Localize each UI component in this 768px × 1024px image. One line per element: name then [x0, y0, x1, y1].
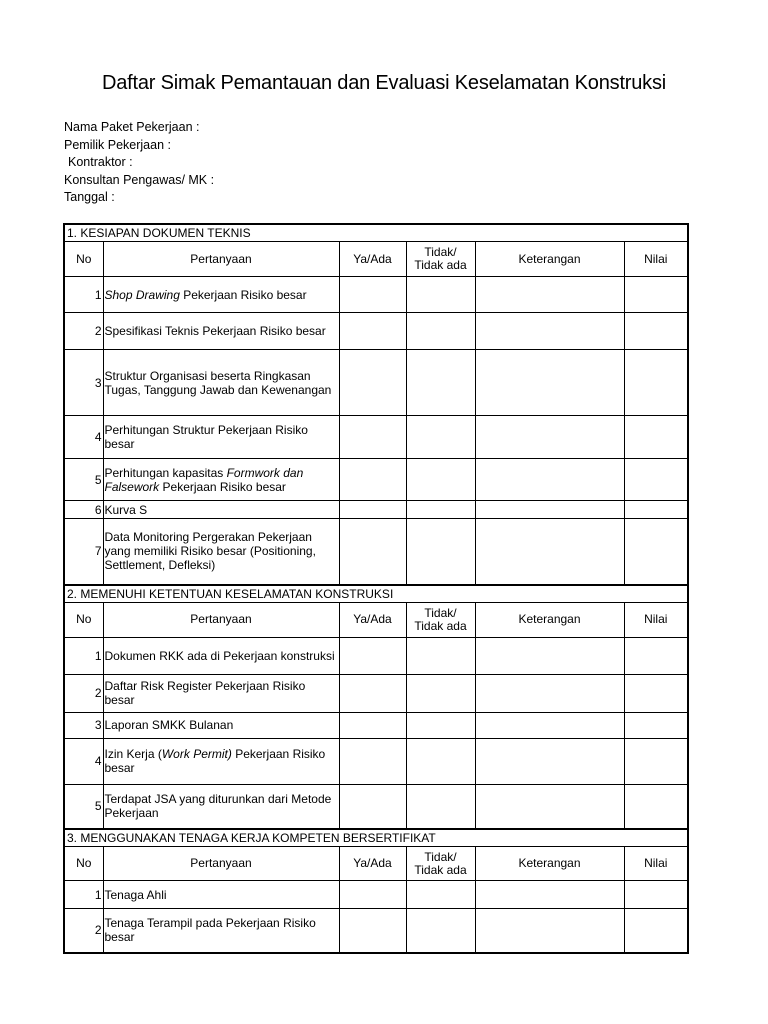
ya-ada-cell[interactable]	[339, 459, 406, 501]
question-text-part: Tenaga Ahli	[104, 887, 167, 902]
table-row	[64, 712, 688, 738]
tidak-ada-cell[interactable]	[406, 350, 475, 416]
nilai-cell[interactable]	[624, 501, 688, 519]
row-number: 1	[64, 277, 103, 313]
keterangan-cell[interactable]	[475, 674, 624, 712]
table-row	[64, 519, 688, 585]
nilai-cell[interactable]	[624, 637, 688, 674]
question-text-part: Pekerjaan Risiko besar	[159, 479, 286, 494]
checklist-table	[63, 223, 689, 954]
row-number: 2	[64, 909, 103, 953]
tidak-ada-cell[interactable]	[406, 881, 475, 909]
section-title-row	[64, 224, 688, 242]
row-number: 7	[64, 519, 103, 585]
tidak-ada-cell[interactable]	[406, 637, 475, 674]
info-pemilik: Pemilik Pekerjaan :	[64, 137, 171, 152]
header-tidak-ada	[406, 602, 475, 637]
ya-ada-cell[interactable]	[339, 738, 406, 784]
row-number: 6	[64, 501, 103, 519]
question-text-part: Dokumen RKK ada di Pekerjaan konstruksi	[104, 648, 335, 663]
info-tanggal: Tanggal :	[64, 190, 115, 204]
table-row	[64, 416, 688, 459]
question-text	[103, 909, 339, 953]
table-row	[64, 881, 688, 909]
header-ya-ada: Ya/Ada	[339, 847, 406, 881]
header-tidak-line1: Tidak/	[424, 245, 457, 259]
question-text-part: Work Permit)	[161, 747, 232, 761]
tidak-ada-cell[interactable]	[406, 416, 475, 459]
question-text-part: Pekerjaan Risiko besar	[104, 747, 326, 775]
row-number: 3	[64, 712, 103, 738]
question-text-part: Terdapat JSA yang diturunkan dari Metode Pekerjaan	[104, 792, 332, 821]
keterangan-cell[interactable]	[475, 738, 624, 784]
project-info	[64, 119, 214, 207]
keterangan-cell[interactable]	[475, 313, 624, 350]
row-number: 3	[64, 350, 103, 416]
header-tidak-line1: Tidak/	[424, 849, 457, 864]
tidak-ada-cell[interactable]	[406, 313, 475, 350]
section-title-row	[64, 829, 688, 847]
table-row	[64, 459, 688, 501]
question-text-part: Spesifikasi Teknis Pekerjaan Risiko besar	[104, 324, 326, 338]
ya-ada-cell[interactable]	[339, 674, 406, 712]
ya-ada-cell[interactable]	[339, 909, 406, 953]
question-text	[103, 313, 339, 350]
info-kontraktor: Kontraktor :	[68, 155, 133, 169]
table-header-row	[64, 242, 688, 277]
table-row	[64, 784, 688, 829]
question-text-part: Perhitungan Struktur Pekerjaan Risiko besar	[104, 423, 308, 451]
table-row	[64, 313, 688, 350]
keterangan-cell[interactable]	[475, 712, 624, 738]
header-tidak-line2: Tidak ada	[414, 258, 467, 272]
tidak-ada-cell[interactable]	[406, 738, 475, 784]
header-no: No	[64, 242, 103, 277]
question-text-part: Perhitungan kapasitas	[104, 465, 227, 480]
tidak-ada-cell[interactable]	[406, 674, 475, 712]
question-text	[103, 738, 339, 784]
question-text	[103, 501, 339, 519]
nilai-cell[interactable]	[624, 784, 688, 829]
header-keterangan: Keterangan	[475, 602, 624, 637]
question-text	[103, 637, 339, 674]
row-number: 2	[64, 313, 103, 350]
question-text-part: Laporan SMKK Bulanan	[104, 718, 234, 732]
header-pertanyaan: Pertanyaan	[103, 602, 339, 637]
nilai-cell[interactable]	[624, 313, 688, 350]
row-number: 5	[64, 784, 103, 829]
keterangan-cell[interactable]	[475, 277, 624, 313]
header-no: No	[64, 847, 103, 881]
ya-ada-cell[interactable]	[339, 881, 406, 909]
table-row	[64, 501, 688, 519]
question-text-part: Daftar Risk Register Pekerjaan Risiko besar	[104, 679, 306, 707]
nilai-cell[interactable]	[624, 738, 688, 784]
ya-ada-cell[interactable]	[339, 784, 406, 829]
question-text-part: Struktur Organisasi beserta Ringkasan Tugas, Tanggung Jawab dan Kewenangan	[104, 368, 332, 397]
question-text	[103, 519, 339, 585]
section-title: 2. MEMENUHI KETENTUAN KESELAMATAN KONSTRUKSI	[64, 585, 688, 603]
nilai-cell[interactable]	[624, 712, 688, 738]
keterangan-cell[interactable]	[475, 416, 624, 459]
row-number: 4	[64, 738, 103, 784]
keterangan-cell[interactable]	[475, 784, 624, 829]
table-row	[64, 637, 688, 674]
question-text-part: Tenaga Terampil pada Pekerjaan Risiko besar	[104, 916, 316, 945]
tidak-ada-cell[interactable]	[406, 784, 475, 829]
question-text-part: Data Monitoring Pergerakan Pekerjaan yang memiliki Risiko besar (Positioning, Settlement, Defleksi)	[104, 530, 316, 573]
header-nilai: Nilai	[624, 847, 688, 881]
tidak-ada-cell[interactable]	[406, 501, 475, 519]
nilai-cell[interactable]	[624, 416, 688, 459]
header-nilai: Nilai	[624, 242, 688, 277]
keterangan-cell[interactable]	[475, 501, 624, 519]
keterangan-cell[interactable]	[475, 637, 624, 674]
tidak-ada-cell[interactable]	[406, 277, 475, 313]
table-row	[64, 350, 688, 416]
keterangan-cell[interactable]	[475, 459, 624, 501]
table-row	[64, 738, 688, 784]
question-text	[103, 277, 339, 313]
question-text	[103, 416, 339, 459]
header-tidak-line1: Tidak/	[424, 605, 457, 620]
section-title-row	[64, 585, 688, 603]
question-text	[103, 674, 339, 712]
ya-ada-cell[interactable]	[339, 637, 406, 674]
header-ya-ada: Ya/Ada	[339, 242, 406, 277]
ya-ada-cell[interactable]	[339, 501, 406, 519]
nilai-cell[interactable]	[624, 519, 688, 585]
table-row	[64, 674, 688, 712]
nilai-cell[interactable]	[624, 277, 688, 313]
question-text	[103, 350, 339, 416]
nilai-cell[interactable]	[624, 350, 688, 416]
nilai-cell[interactable]	[624, 909, 688, 953]
question-text	[103, 459, 339, 501]
header-keterangan: Keterangan	[475, 242, 624, 277]
header-keterangan: Keterangan	[475, 847, 624, 881]
tidak-ada-cell[interactable]	[406, 712, 475, 738]
ya-ada-cell[interactable]	[339, 416, 406, 459]
header-ya-ada: Ya/Ada	[339, 602, 406, 637]
table-header-row	[64, 847, 688, 881]
row-number: 5	[64, 459, 103, 501]
section-title: 3. MENGGUNAKAN TENAGA KERJA KOMPETEN BERSERTIFIKAT	[64, 829, 688, 847]
tidak-ada-cell[interactable]	[406, 519, 475, 585]
question-text	[103, 784, 339, 829]
question-text-part: Shop Drawing	[104, 287, 180, 302]
tidak-ada-cell[interactable]	[406, 909, 475, 953]
info-nama-paket: Nama Paket Pekerjaan :	[64, 120, 200, 134]
tidak-ada-cell[interactable]	[406, 459, 475, 501]
document-title: Daftar Simak Pemantauan dan Evaluasi Keselamatan Konstruksi	[101, 72, 667, 94]
question-text	[103, 881, 339, 909]
header-pertanyaan: Pertanyaan	[103, 242, 339, 277]
table-header-row	[64, 602, 688, 637]
question-text-part: Izin Kerja (	[104, 747, 162, 761]
ya-ada-cell[interactable]	[339, 519, 406, 585]
ya-ada-cell[interactable]	[339, 712, 406, 738]
row-number: 1	[64, 637, 103, 674]
row-number: 4	[64, 416, 103, 459]
row-number: 2	[64, 674, 103, 712]
ya-ada-cell[interactable]	[339, 277, 406, 313]
table-row	[64, 909, 688, 953]
header-tidak-line2: Tidak ada	[414, 618, 467, 633]
header-no: No	[64, 602, 103, 637]
nilai-cell[interactable]	[624, 459, 688, 501]
ya-ada-cell[interactable]	[339, 313, 406, 350]
table-row	[64, 277, 688, 313]
keterangan-cell[interactable]	[475, 881, 624, 909]
row-number: 1	[64, 881, 103, 909]
header-nilai: Nilai	[624, 602, 688, 637]
header-tidak-ada	[406, 847, 475, 881]
info-konsultan: Konsultan Pengawas/ MK :	[64, 172, 215, 187]
nilai-cell[interactable]	[624, 881, 688, 909]
question-text-part: Formwork dan Falsework	[104, 465, 304, 494]
keterangan-cell[interactable]	[475, 519, 624, 585]
section-title: 1. KESIAPAN DOKUMEN TEKNIS	[64, 224, 688, 242]
header-tidak-line2: Tidak ada	[414, 862, 467, 877]
question-text-part: Pekerjaan Risiko besar	[179, 287, 307, 302]
nilai-cell[interactable]	[624, 674, 688, 712]
ya-ada-cell[interactable]	[339, 350, 406, 416]
keterangan-cell[interactable]	[475, 350, 624, 416]
question-text	[103, 712, 339, 738]
header-tidak-ada	[406, 242, 475, 277]
keterangan-cell[interactable]	[475, 909, 624, 953]
question-text-part: Kurva S	[104, 502, 148, 517]
header-pertanyaan: Pertanyaan	[103, 847, 339, 881]
